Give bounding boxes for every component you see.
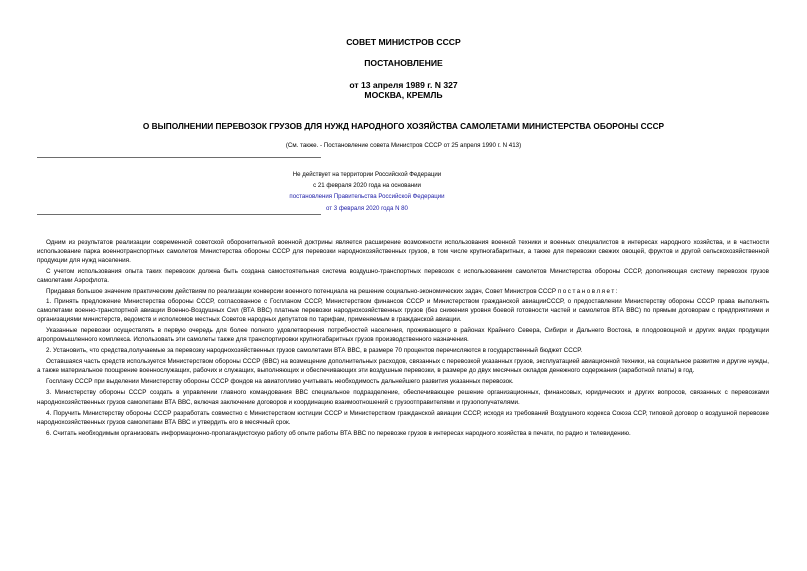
notice-line-1: Не действует на территории Российской Федерации — [292, 171, 442, 178]
place-heading: МОСКВА, КРЕМЛЬ — [364, 90, 443, 100]
notice-link-line-1[interactable] — [232, 191, 502, 202]
body-paragraph: С учетом использования опыта таких перевозок должна быть создана самостоятельная система воздушно-транспортных перевозок с использованием самолетов Министерства обороны СССР, дополняющая систему перевозок грузов самолетами Аэрофлота. — [37, 268, 769, 285]
divider-top — [37, 157, 321, 158]
see-also-note: (См. также. - Постановление совета Министров СССР от 25 апреля 1990 г. N 413) — [285, 142, 522, 149]
document-title: О ВЫПОЛНЕНИИ ПЕРЕВОЗОК ГРУЗОВ ДЛЯ НУЖД НАРОДНОГО ХОЗЯЙСТВА САМОЛЕТАМИ МИНИСТЕРСТВА ОБОРОНЫ СССР — [142, 121, 665, 131]
body-paragraph-decree — [37, 287, 769, 296]
body-paragraph: Госплану СССР при выделении Министерству обороны СССР фондов на авиатопливо учитывать необходимость дальнейшего развития указанных перевозок. — [46, 378, 514, 386]
date-number-heading: от 13 апреля 1989 г. N 327 — [349, 80, 458, 90]
body-paragraph: Одним из результатов реализации современной советской оборонительной военной доктрины является расширение возможности использования военной техники и военных специалистов в интересах народного хозяйства, и в частности использование парка военнотранспортных самолетов Министерства обороны СССР для перевозки народнохозяйственных грузов, в том числе крупногабаритных, а также для перевозки свежих овощей, фруктов и другой сельскохозяйственной продукции для нужд населения. — [37, 239, 769, 265]
decree-word: постановляет: — [557, 288, 619, 296]
body-paragraph: Оставшаяся часть средств используется Министерством обороны СССР (ВВС) на возмещение дополнительных расходов, связанных с перевозкой указанных грузов, эксплуатацией авиационной техники, на социальное развитие и другие нужды, а также материальное поощрение военнослужащих, рабочих и служащих, выполняющих и обеспечивающих эти воздушные перевозки, в размере до двух месячных окладов денежного содержания (заработной платы) в год. — [37, 358, 769, 375]
body-paragraph: 4. Поручить Министерству обороны СССР разработать совместно с Министерством юстиции СССР и Министерством гражданской авиации СССР, исходя из требований Воздушного кодекса Союза ССР, типовой договор о воздушной перевозке народнохозяйственных грузов самолетами ВТА ВВС и утвердить его в месячный срок. — [37, 409, 769, 426]
body-paragraph: 3. Министерству обороны СССР создать в управлении главного командования ВВС специальное подразделение, обеспечивающее решение организационных, финансовых, юридических и других вопросов, связанных с перевозками народнохозяйственных грузов самолетами ВТА ВВС, включая заключение договоров и координацию взаимоотношений с грузоотправителями и грузополучателями. — [37, 389, 769, 406]
decree-preamble: Придавая большое значение практическим действиям по реализации конверсии военного потенциала на решение социально-экономических задач, Совет Министров СССР — [46, 288, 557, 296]
decree-link[interactable]: постановления Правительства Российской Федерации — [289, 193, 445, 201]
document-type-heading: ПОСТАНОВЛЕНИЕ — [364, 58, 443, 68]
validity-notice — [232, 169, 502, 214]
body-paragraph: 2. Установить, что средства,получаемые за перевозку народнохозяйственных грузов самолетами ВТА ВВС, в размере 70 процентов перечисляются в государственный бюджет СССР. — [46, 347, 583, 355]
body-paragraph: 1. Принять предложение Министерства обороны СССР, согласованное с Госпланом СССР, Министерством финансов СССР и Министерством гражданской авиацииСССР, о предоставлении Министерству обороны СССР права выполнять самолетами военно-транспортной авиации Военно-Воздушных Сил (ВТА ВВС) платные перевозки народнохозяйственных грузов (без снижения уровня боевой готовности частей и самолетов ВТА ВВС) по прямым договорам с предприятиями и организациями министерств, ведомств и исполкомов местных Советов народных депутатов по тарифам, применяемым в гражданской авиации. — [37, 297, 769, 323]
document-body — [37, 238, 769, 438]
issuer-heading: СОВЕТ МИНИСТРОВ СССР — [346, 37, 461, 47]
divider-bottom — [37, 214, 321, 215]
notice-line-2: с 21 февраля 2020 года на основании — [313, 182, 421, 190]
notice-link-line-2[interactable] — [232, 203, 502, 214]
body-paragraph: 6. Считать необходимым организовать информационно-пропагандистскую работу об опыте работы ВТА ВВС по перевозке грузов в интересах народного хозяйства в печати, по радио и телевидению. — [46, 429, 631, 437]
body-paragraph: Указанные перевозки осуществлять в первую очередь для более полного удовлетворения потребностей населения, проживающего в районах Крайнего Севера, Сибири и Дальнего Востока, в плодоовощной и других видах продукции агропромышленного комплекса. Использовать эти самолеты также для транспортировки крупногабаритных грузов производственного назначения. — [37, 326, 769, 343]
decree-link-date[interactable]: от 3 февраля 2020 года N 80 — [326, 204, 408, 212]
